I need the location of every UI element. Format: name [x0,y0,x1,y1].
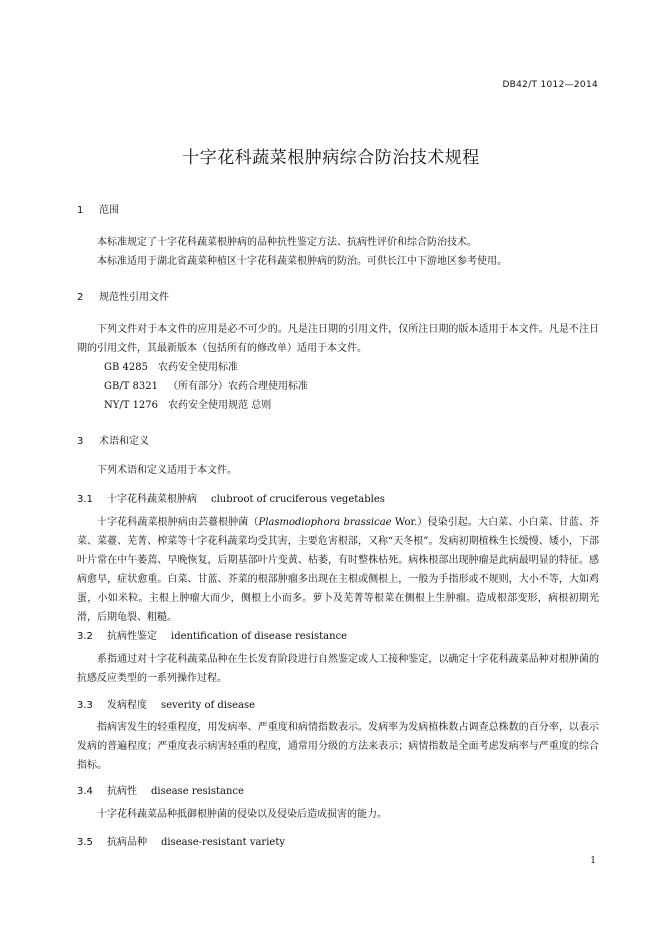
reference-item [104,396,271,411]
section-heading-scope [77,201,119,216]
term-english: identification of disease resistance [171,631,348,642]
reference-code: GB 4285 [104,362,148,373]
term-number: 3.4 [77,786,93,797]
term-english: severity of disease [161,700,256,711]
term-english: disease resistance [151,786,244,797]
term-chinese: 抗病性 [107,786,137,797]
reference-item [104,377,308,392]
term-definition-clubroot [77,513,599,627]
term-definition-severity: 指病害发生的轻重程度，用发病率、严重度和病情指数表示。发病率为发病植株数占调查总株数的百分率，以表示发病的普遍程度；严重度表示病害轻重的程度，通常用分级的方法来表示；病情指数是全面考虑发病率与严重度的综合指标。 [77,722,599,771]
section-heading-terms-definitions [77,432,149,447]
term-heading-clubroot [77,490,385,505]
term-heading-severity [77,696,255,711]
definition-text: 十字花科蔬菜根肿病由芸薹根肿菌（ [97,517,259,528]
term-number: 3.2 [77,631,93,642]
section-title: 规范性引用文件 [99,292,169,303]
reference-code: GB/T 8321 [104,381,159,392]
reference-title: 农药安全使用标准 [157,362,238,373]
reference-title: 农药安全使用规范 总则 [168,400,272,411]
term-heading-resistance-identification [77,627,347,642]
term-english: disease-resistant variety [161,837,285,848]
term-definition-resistance-identification: 系指通过对十字花科蔬菜品种在生长发育阶段进行自然鉴定或人工接种鉴定，以确定十字花科蔬菜品种对根肿菌的抗感反应类型的一系列操作过程。 [77,654,599,684]
section-title: 范围 [99,205,119,216]
term-chinese: 抗病品种 [107,837,147,848]
references-paragraph: 下列文件对于本文件的应用是必不可少的。凡是注日期的引用文件，仅所注日期的版本适用于本文件。凡是不注日期的引用文件，其最新版本（包括所有的修改单）适用于本文件。 [77,324,599,354]
section-heading-normative-references [77,288,169,303]
term-heading-resistant-variety [77,833,285,848]
term-chinese: 十字花科蔬菜根肿病 [107,494,197,505]
section-title: 术语和定义 [99,436,149,447]
term-number: 3.1 [77,494,93,505]
reference-title: （所有部分）农药合理使用标准 [168,381,309,392]
reference-code: NY/T 1276 [104,400,159,411]
section-number: 2 [77,292,84,303]
scope-paragraph-1: 本标准规定了十字花科蔬菜根肿病的品种抗性鉴定方法、抗病性评价和综合防治技术。 [97,237,477,248]
term-number: 3.3 [77,700,93,711]
scope-paragraph-2: 本标准适用于湖北省蔬菜种植区十字花科蔬菜根肿病的防治。可供长江中下游地区参考使用。 [97,256,507,267]
document-title: 十字花科蔬菜根肿病综合防治技术规程 [182,148,480,168]
term-english: clubroot of cruciferous vegetables [211,494,385,505]
page-number: 1 [590,856,596,866]
terms-intro-paragraph: 下列术语和定义适用于本文件。 [97,465,237,476]
term-definition-disease-resistance: 十字花科蔬菜品种抵御根肿菌的侵染以及侵染后造成损害的能力。 [97,809,387,820]
term-chinese: 发病程度 [107,700,147,711]
section-number: 3 [77,436,84,447]
pathogen-latin-name: Plasmodiophora brassicae [258,517,392,528]
term-heading-disease-resistance [77,782,244,797]
section-number: 1 [77,205,84,216]
term-number: 3.5 [77,837,93,848]
standard-code: DB42/T 1012—2014 [502,80,598,90]
reference-item [104,358,238,373]
definition-text: Wor.）侵染引起。大白菜、小白菜、甘蓝、芥菜、菜薹、芜菁、榨菜等十字花科蔬菜均受其害，主要危害根部，又称“天冬根”。发病初期植株生长缓慢、矮小，下部叶片常在中午萎蔫、早晚恢复，后期基部叶片变黄、枯萎，有时整株枯死。病株根部出现肿瘤是此病最明显的特征。感病愈早，症状愈重。白菜、甘蓝、芥菜的根部肿瘤多出现在主根或侧根上，一般为手指形或不规则，大小不等，大如鸡蛋，小如米粒。主根上肿瘤大而少，侧根上小而多。萝卜及芜菁等根菜在侧根上生肿瘤。造成根部变形，病根初期光滑，后期龟裂、粗糙。 [77,517,600,623]
term-chinese: 抗病性鉴定 [107,631,157,642]
